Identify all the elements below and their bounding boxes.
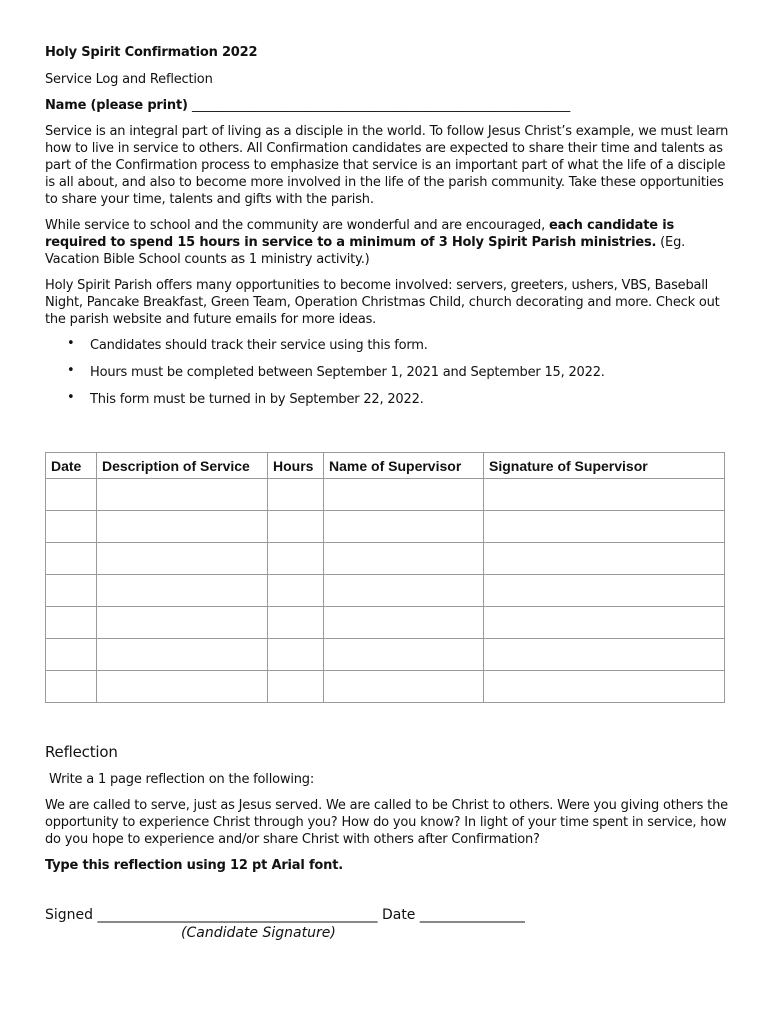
table-row (46, 671, 725, 703)
list-item-text: Candidates should track their service using this form. (90, 338, 428, 353)
cell-description[interactable] (97, 511, 268, 543)
cell-supervisor-name[interactable] (324, 479, 484, 511)
requirement-bold-text: each candidate is required to spend 15 hours in service to a minimum of 3 Holy Spirit Parish ministries. (45, 218, 674, 250)
cell-supervisor-name[interactable] (324, 575, 484, 607)
cell-hours[interactable] (268, 575, 324, 607)
page-title: Holy Spirit Confirmation 2022 (45, 45, 258, 60)
reflection-heading: Reflection (45, 743, 118, 761)
date-label: Date (381, 907, 416, 923)
list-item (67, 337, 735, 354)
instruction-list (45, 337, 735, 408)
table-row (46, 543, 725, 575)
cell-supervisor-signature[interactable] (484, 671, 725, 703)
table-body (46, 479, 725, 703)
name-blank-line[interactable]: ____________________________________________________________ (192, 98, 571, 113)
date-blank-line[interactable]: _______________ (419, 907, 525, 923)
table-row (46, 639, 725, 671)
cell-supervisor-signature[interactable] (484, 575, 725, 607)
intro-paragraph-2 (45, 217, 735, 268)
bullet-icon: • (67, 363, 75, 378)
column-header-description: Description of Service (97, 453, 268, 479)
table-row (46, 479, 725, 511)
list-item (67, 391, 735, 408)
reflection-instruction: Type this reflection using 12 pt Arial font. (45, 858, 343, 873)
signature-line (45, 907, 525, 923)
cell-supervisor-name[interactable] (324, 639, 484, 671)
column-header-hours: Hours (268, 453, 324, 479)
cell-supervisor-name[interactable] (324, 543, 484, 575)
signed-label: Signed (45, 907, 94, 923)
cell-supervisor-name[interactable] (324, 511, 484, 543)
intro-paragraph-1: Service is an integral part of living as a disciple in the world. To follow Jesus Christ’s example, we must learn how to live in service to others. All Confirmation candidates are expected to share their time and talents as part of the Confirmation process to emphasize that service is an important part of what the life of a disciple is all about, and also to become more involved in the life of the parish community. Take these opportunities to share your time, talents and gifts with the parish. (45, 124, 729, 207)
cell-description[interactable] (97, 575, 268, 607)
cell-hours[interactable] (268, 671, 324, 703)
cell-supervisor-signature[interactable] (484, 543, 725, 575)
cell-description[interactable] (97, 543, 268, 575)
table-row (46, 575, 725, 607)
cell-supervisor-name[interactable] (324, 607, 484, 639)
cell-description[interactable] (97, 479, 268, 511)
cell-supervisor-signature[interactable] (484, 479, 725, 511)
cell-description[interactable] (97, 639, 268, 671)
cell-date[interactable] (46, 479, 97, 511)
cell-hours[interactable] (268, 543, 324, 575)
reflection-prompt: Write a 1 page reflection on the following: (49, 772, 314, 787)
service-log-table (45, 452, 725, 703)
reflection-question: We are called to serve, just as Jesus served. We are called to be Christ to others. Were you giving others the opportunity to experience Christ through you? How do you know? In light of your time spent in service, how do you hope to experience and/or share Christ with others after Confirmation? (45, 798, 728, 847)
requirement-text: While service to school and the community are wonderful and are encouraged, (45, 218, 549, 233)
cell-hours[interactable] (268, 511, 324, 543)
table-row (46, 607, 725, 639)
cell-supervisor-signature[interactable] (484, 511, 725, 543)
cell-supervisor-signature[interactable] (484, 639, 725, 671)
list-item (67, 364, 735, 381)
table-row (46, 511, 725, 543)
cell-supervisor-signature[interactable] (484, 607, 725, 639)
cell-date[interactable] (46, 511, 97, 543)
cell-description[interactable] (97, 671, 268, 703)
column-header-supervisor-signature: Signature of Supervisor (484, 453, 725, 479)
cell-date[interactable] (46, 575, 97, 607)
name-field[interactable] (45, 97, 735, 114)
cell-date[interactable] (46, 543, 97, 575)
cell-date[interactable] (46, 607, 97, 639)
column-header-date: Date (46, 453, 97, 479)
cell-date[interactable] (46, 639, 97, 671)
bullet-icon: • (67, 336, 75, 351)
cell-supervisor-name[interactable] (324, 671, 484, 703)
cell-hours[interactable] (268, 639, 324, 671)
table-header-row (46, 453, 725, 479)
cell-hours[interactable] (268, 479, 324, 511)
list-item-text: Hours must be completed between September 1, 2021 and September 15, 2022. (90, 365, 605, 380)
name-label: Name (please print) (45, 98, 188, 113)
signed-blank-line[interactable]: ________________________________________ (97, 907, 378, 923)
bullet-icon: • (67, 390, 75, 405)
cell-hours[interactable] (268, 607, 324, 639)
requirement-example-text: (Eg. Vacation Bible School counts as 1 ministry activity.) (45, 235, 686, 267)
page-subtitle: Service Log and Reflection (45, 72, 213, 87)
page-body (45, 44, 735, 418)
column-header-supervisor-name: Name of Supervisor (324, 453, 484, 479)
intro-paragraph-3: Holy Spirit Parish offers many opportunities to become involved: servers, greeters, ushers, VBS, Baseball Night, Pancake Breakfast, Green Team, Operation Christmas Child, church decorating and more. Check out the parish website and future emails for more ideas. (45, 278, 720, 327)
cell-date[interactable] (46, 671, 97, 703)
candidate-signature-caption: (Candidate Signature) (181, 925, 336, 941)
reflection-section (45, 744, 735, 883)
cell-description[interactable] (97, 607, 268, 639)
list-item-text: This form must be turned in by September 22, 2022. (90, 392, 424, 407)
